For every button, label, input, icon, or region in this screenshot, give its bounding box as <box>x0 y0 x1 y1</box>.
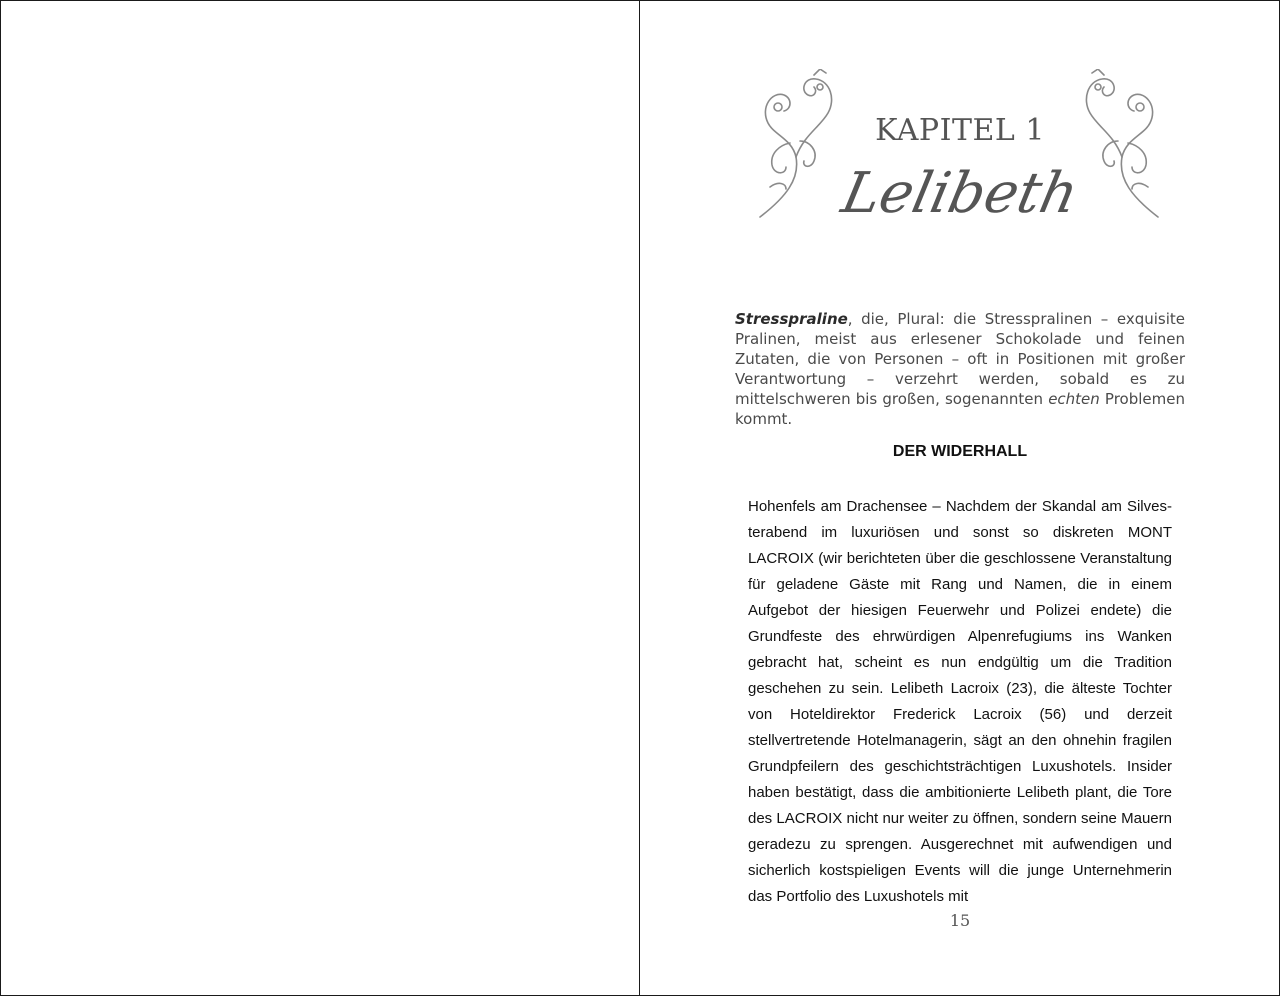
definition-paragraph <box>735 309 1185 429</box>
definition-term: Stresspraline <box>735 310 848 328</box>
chapter-title: KAPITEL 1 <box>875 113 1045 148</box>
article-body: Hohenfels am Drachensee – Nachdem der Skandal am Silvesterabend im luxuriösen und sonst so diskreten MONT LACROIX (wir berichteten über die geschlossene Veranstaltung für geladene Gäste mit Rang und Namen, die in einem Aufgebot der hiesigen Feuerwehr und Polizei endete) die Grundfeste des ehrwürdigen Alpenrefugiums ins Wanken gebracht hat, scheint es nun endgültig um die Tradition geschehen zu sein. Lelibeth Lacroix (23), die älteste Tochter von Hoteldirektor Frederick Lacroix (56) und derzeit stellvertretende Hotelmanagerin, sägt an den ohnehin fragilen Grundpfeilern des geschichtsträchtigen Luxushotels. Insider haben bestätigt, dass die ambitionierte Lelibeth plant, die Tore des LACROIX nicht nur weiter zu öffnen, sondern seine Mauern geradezu zu sprengen. Ausgerechnet mit aufwendigen und sicherlich kostspieligen Events will die junge Unternehmerin das Portfolio des Luxushotels mit <box>748 498 1172 905</box>
right-page <box>640 1 1279 995</box>
article-heading: DER WIDERHALL <box>892 443 1028 460</box>
chapter-name: Lelibeth <box>836 161 1084 226</box>
definition-emphasis: echten <box>1048 390 1100 408</box>
definition-text: , die, Plural: die Stresspralinen – exquisite Pralinen, meist aus erlesener Schokolade und feinen Zutaten, die von Personen – oft in Positionen mit großer Verantwortung – verzehrt werden, sobald es zu mittelschweren bis großen, sogenannten <box>735 310 1185 408</box>
page-number: 15 <box>949 911 971 930</box>
definition-text-end: Problemen kommt. <box>735 390 1185 428</box>
left-page <box>1 1 640 995</box>
